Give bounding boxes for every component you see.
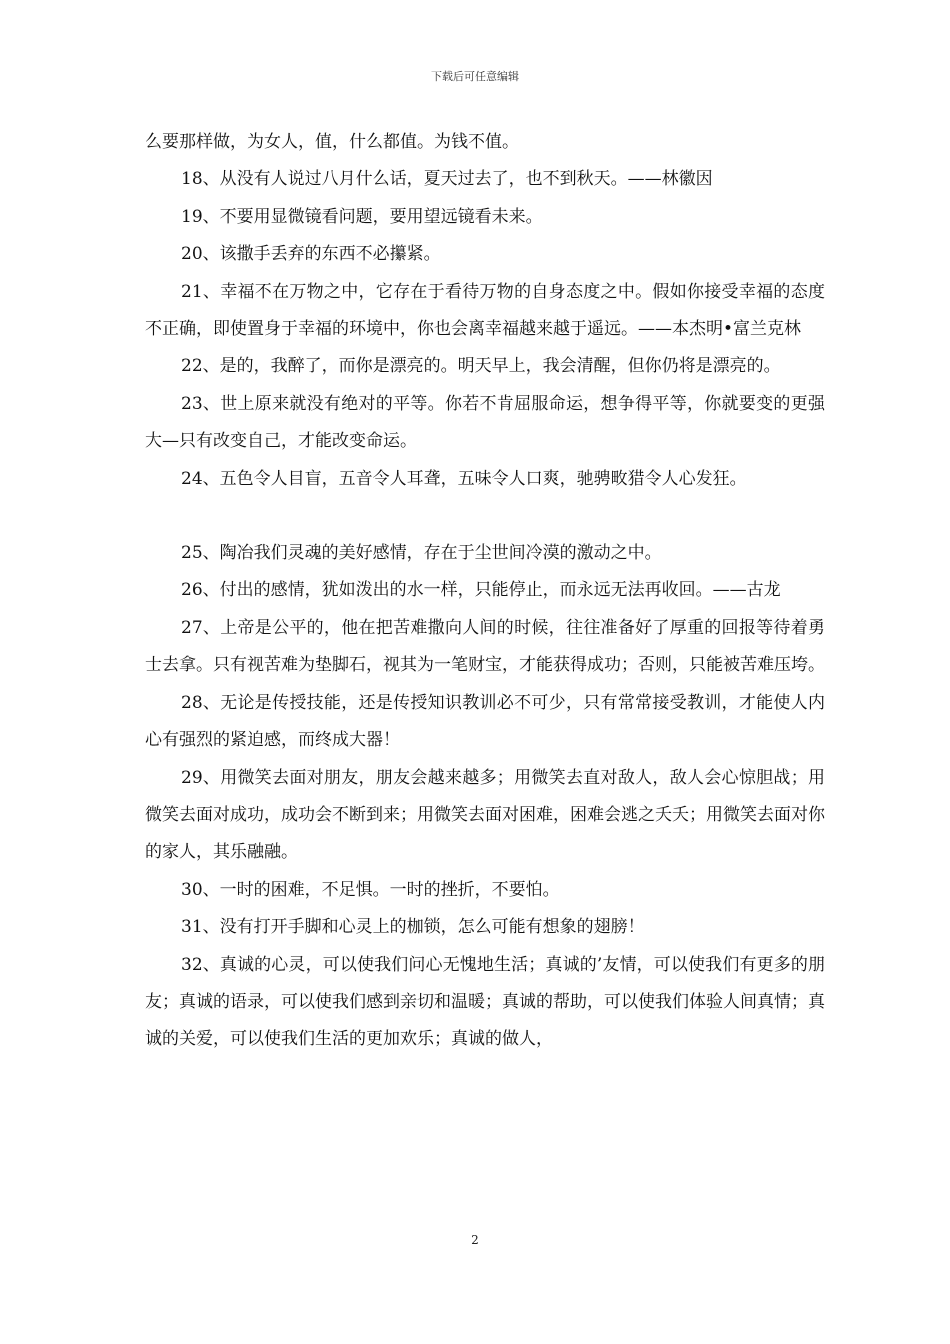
paragraph-item-26: 26、付出的感情，犹如泼出的水一样，只能停止，而永远无法再收回。——古龙 [181, 580, 781, 601]
paragraph-item-22: 22、是的，我醉了，而你是漂亮的。明天早上，我会清醒，但你仍将是漂亮的。 [181, 356, 781, 377]
paragraph-item-29: 29、用微笑去面对朋友，朋友会越来越多；用微笑去直对敌人，敌人会心惊胆战；用微笑去面对成功，成功会不断到来；用微笑去面对困难，困难会逃之夭夭；用微笑去面对你的家人，其乐融融。 [145, 767, 825, 863]
paragraph-item-30: 30、一时的困难，不足惧。一时的挫折，不要怕。 [181, 879, 560, 900]
paragraph-item-24: 24、五色令人目盲，五音令人耳聋，五味令人口爽，驰骋畋猎令人心发狂。 [181, 468, 747, 489]
paragraph-item-31: 31、没有打开手脚和心灵上的枷锁，怎么可能有想象的翅膀！ [181, 917, 645, 938]
page-number: 2 [471, 1233, 479, 1247]
paragraph-item-25: 25、陶冶我们灵魂的美好感情，存在于尘世间冷漠的激动之中。 [181, 543, 662, 564]
page-header: 下载后可任意编辑 [431, 70, 519, 83]
paragraph-item-18: 18、从没有人说过八月什么话，夏天过去了，也不到秋天。——林徽因 [181, 169, 713, 190]
paragraph-item-27: 27、上帝是公平的，他在把苦难撒向人间的时候，往往准备好了厚重的回报等待着勇士去拿。只有视苦难为垫脚石，视其为一笔财宝，才能获得成功；否则，只能被苦难压垮。 [145, 617, 825, 676]
paragraph-continuation: 么要那样做，为女人，值，什么都值。为钱不值。 [145, 132, 519, 152]
paragraph-item-21: 21、幸福不在万物之中，它存在于看待万物的自身态度之中。假如你接受幸福的态度不正确，即使置身于幸福的环境中，你也会离幸福越来越于遥远。——本杰明•富兰克林 [145, 281, 825, 340]
paragraph-item-19: 19、不要用显微镜看问题，要用望远镜看未来。 [181, 206, 543, 227]
paragraph-item-23: 23、世上原来就没有绝对的平等。你若不肯屈服命运，想争得平等，你就要变的更强大—只有改变自己，才能改变命运。 [145, 393, 825, 452]
paragraph-item-28: 28、无论是传授技能，还是传授知识教训必不可少，只有常常接受教训，才能使人内心有强烈的紧迫感，而终成大器！ [145, 692, 825, 751]
paragraph-item-20: 20、该撒手丢弃的东西不必攥紧。 [181, 244, 441, 265]
paragraph-item-32: 32、真诚的心灵，可以使我们问心无愧地生活；真诚的’友情，可以使我们有更多的朋友；真诚的语录，可以使我们感到亲切和温暖；真诚的帮助，可以使我们体验人间真情；真诚的关爱，可以使我们生活的更加欢乐；真诚的做人， [145, 954, 825, 1050]
document-body [145, 124, 825, 1059]
blank-line [145, 498, 825, 535]
